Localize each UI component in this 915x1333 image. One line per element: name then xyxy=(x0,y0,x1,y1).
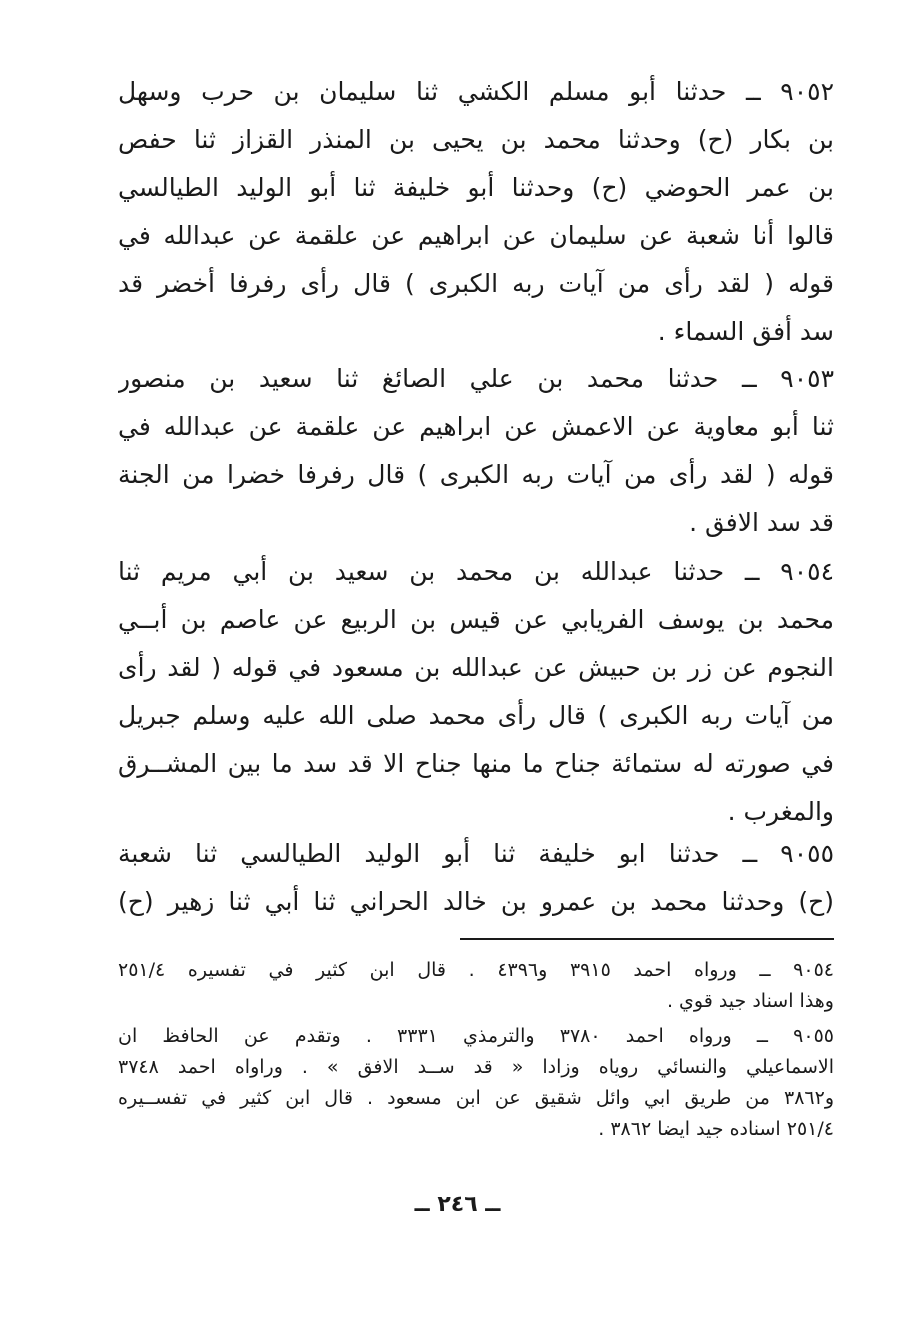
footnote-9054 xyxy=(118,955,834,1017)
footnote-9055 xyxy=(118,1021,834,1145)
footnotes xyxy=(118,955,834,1149)
hadith-line: ٩٠٥٤ ــ حدثنا عبدالله بن محمد بن سعيد بن أبي مريم ثنا xyxy=(118,557,834,586)
hadith-line: قوله ( لقد رأى من آيات ربه الكبرى ) قال رأى رفرفا أخضر قد xyxy=(118,269,834,298)
footnote-separator xyxy=(460,938,834,940)
hadith-9054 xyxy=(118,548,834,836)
footnote-line: ٩٠٥٥ ــ ورواه احمد ٣٧٨٠ والترمذي ٣٣٣١ . وتقدم عن الحافظ ان xyxy=(118,1025,834,1047)
hadith-line: قوله ( لقد رأى من آيات ربه الكبرى ) قال رفرفا خضرا من الجنة xyxy=(118,460,834,489)
hadith-line: ثنا أبو معاوية عن الاعمش عن ابراهيم عن علقمة عن عبدالله في xyxy=(118,412,834,441)
page-number: ــ ٢٤٦ ــ xyxy=(414,1192,501,1217)
footnote-line: ٢٥١/٤ اسناده جيد ايضا ٣٨٦٢ . xyxy=(598,1118,834,1140)
hadith-line: ٩٠٥٥ ــ حدثنا ابو خليفة ثنا أبو الوليد الطيالسي ثنا شعبة xyxy=(118,839,834,868)
footnote-line: ٩٠٥٤ ــ ورواه احمد ٣٩١٥ و٤٣٩٦ . قال ابن كثير في تفسيره ٢٥١/٤ xyxy=(118,959,834,981)
hadith-line: ٩٠٥٢ ــ حدثنا أبو مسلم الكشي ثنا سليمان بن حرب وسهل xyxy=(118,77,834,106)
hadith-line: والمغرب . xyxy=(727,797,834,826)
hadith-9052 xyxy=(118,68,834,356)
hadith-line: قالوا أنا شعبة عن سليمان عن ابراهيم عن علقمة عن عبدالله في xyxy=(118,221,834,250)
hadith-line: (ح) وحدثنا محمد بن عمرو بن خالد الحراني ثنا أبي ثنا زهير (ح) xyxy=(118,887,834,916)
hadith-9053 xyxy=(118,355,834,547)
footnote-line: وهذا اسناد جيد قوي . xyxy=(666,990,834,1012)
hadith-line: محمد بن يوسف الفريابي عن قيس بن الربيع عن عاصم بن أبــي xyxy=(118,605,834,634)
hadith-9055 xyxy=(118,830,834,926)
hadith-line: بن عمر الحوضي (ح) وحدثنا أبو خليفة ثنا أبو الوليد الطيالسي xyxy=(118,173,834,202)
hadith-line: سد أفق السماء . xyxy=(657,317,834,346)
footnote-line: و٣٨٦٢ من طريق ابي وائل شقيق عن ابن مسعود . قال ابن كثير في تفســيره xyxy=(118,1087,834,1109)
hadith-line: النجوم عن زر بن حبيش عن عبدالله بن مسعود في قوله ( لقد رأى xyxy=(118,653,834,682)
hadith-line: قد سد الافق . xyxy=(689,508,834,537)
hadith-line: ٩٠٥٣ ــ حدثنا محمد بن علي الصائغ ثنا سعيد بن منصور xyxy=(118,364,834,393)
hadith-line: في صورته له ستمائة جناح ما منها جناح الا قد سد ما بين المشــرق xyxy=(118,749,834,778)
hadith-line: بن بكار (ح) وحدثنا محمد بن يحيى بن المنذر القزاز ثنا حفص xyxy=(118,125,834,154)
hadith-line: من آيات ربه الكبرى ) قال رأى محمد صلى الله عليه وسلم جبريل xyxy=(118,701,834,730)
footnote-line: الاسماعيلي والنسائي روياه وزادا « قد ســد الافق » . وراواه احمد ٣٧٤٨ xyxy=(118,1056,834,1078)
